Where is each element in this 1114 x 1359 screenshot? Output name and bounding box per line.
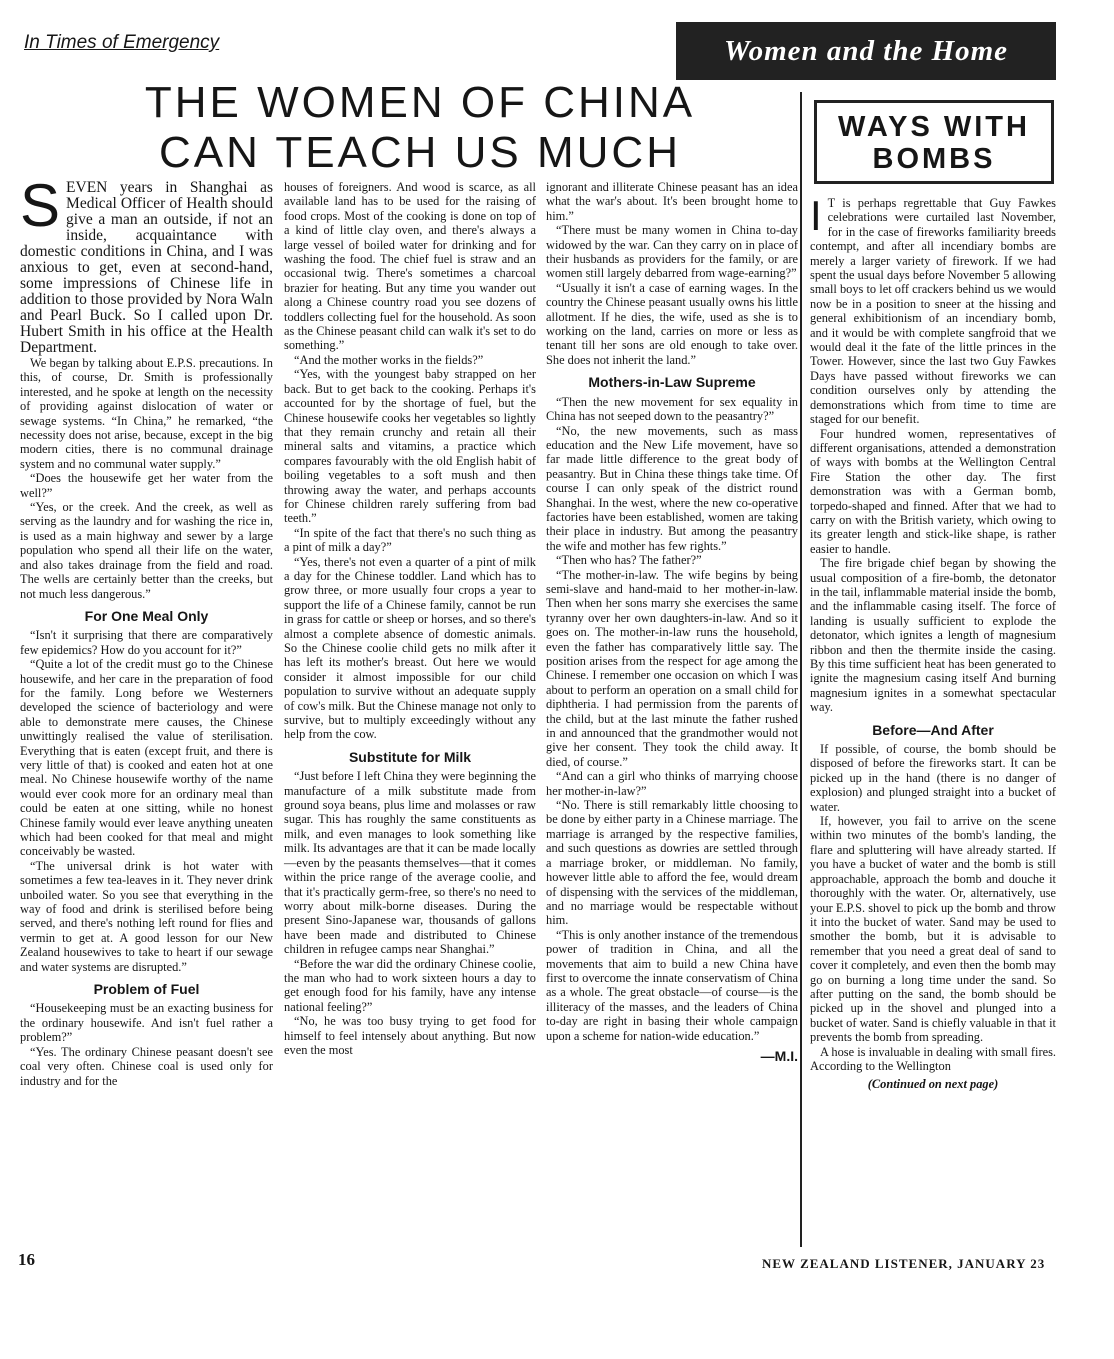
paragraph: “No, the new movements, such as mass education and the New Life movement, have so far made little difference to the great body of peasantry. But in China these things take time. Of course I can only speak of the district round Shanghai. In the west, where the new co-operative factories have been established, women are taking their place in industry. But among the peasantry the wife and mother has few rights.” <box>546 423 798 553</box>
paragraph: “Yes, with the youngest baby strapped on her back. But to get back to the cooking. Perhaps it's accounted for by the shortage of fuel, but the Chinese housewife cooks her vegetables so lightly that they remain crunchy and retain all their mineral salts and vitamins, a practice which compares favourably with the old English habit of boiling vegetables to a soft mush and then throwing away the water, and perhaps accounts for Chinese children rarely suffering from bad teeth.” <box>284 367 536 526</box>
page-number: 16 <box>18 1250 35 1269</box>
article-column-1 <box>20 172 273 1088</box>
article-title <box>80 78 760 178</box>
subheading-before-after: Before—And After <box>872 721 994 738</box>
section-banner: Women and the Home <box>676 22 1056 80</box>
paragraph: “The universal drink is hot water with sometimes a few tea-leaves in it. They never drink unboiled water. So you see that everything in the way of food and drink is sterilised before being served, and there's nothing left round for flies and vermin to get at. A good lesson for our New Zealand housewives to take to heart if our sewage and water systems are disrupted.” <box>20 858 273 974</box>
paragraph: The fire brigade chief began by showing the usual composition of a fire-bomb, the detonator in the tail, inflammable material inside the bomb, and the inflammable casing itself. The force of landing is usually sufficient to explode the detonator, which ignites a length of magnesium ribbon and then the thermite inside the casing. By this time sufficient heat has been generated to ignite the magnesium casing itself And burning magnesium ignites in a somewhat spectacular way. <box>810 556 1056 715</box>
paragraph: “Usually it isn't a case of earning wages. In the country the Chinese peasant usually owns his little allotment. If he dies, the wife, used as she is to working on the land, carries on more or less as tenant till her sons are old enough to take over. She does not inherit the land.” <box>546 280 798 367</box>
sidebar-drop-cap: I <box>810 192 822 239</box>
paragraph: “The mother-in-law. The wife begins by being semi-slave and hand-maid to her mother-in-law. Then when her sons marry she exercises the same tyranny over her own daughters-in-law. And so it goes on. The mother-in-law runs the household, even the father has comparatively little say. The position arises from the respect for age among the Chinese. I remember one occasion on which I was about to perform an operation on a small child for diphtheria. I had permission from the parents of the child, but at the last minute the father rushed in and announced that the grandmother would not give her consent. They took the child away. It died, of course.” <box>546 567 798 769</box>
paragraph: “And the mother works in the fields?” <box>294 352 484 367</box>
title-line-1: THE WOMEN OF CHINA <box>144 78 696 127</box>
subheading-mothers-in-law: Mothers-in-Law Supreme <box>588 374 756 391</box>
paragraph: houses of foreigners. And wood is scarce, as all available land has to be used for the raising of food crops. Most of the cooking is done on top of a kind of little clay oven, and there's always a large vessel of boiled water for drinking and for washing the food. The chief fuel is straw and an occasional twig. There's sometimes a charcoal brazier for heating. But any time you wander out along a Chinese country road you see dozens of toddlers collecting fuel for the household. As soon as the Chinese peasant child can walk it's set to do something.” <box>284 180 536 353</box>
paragraph: “Yes, there's not even a quarter of a pint of milk a day for the Chinese toddler. Land which has to grow three, or more usually four crops a year to support the life of a Chinese family, cannot be run in grass for cattle or sheep or horses, and so there's almost a complete absence of domestic animals. So the Chinese coolie child gets no milk after it has left its mother's breast. Out here we would consider it almost impossible for our child population to survive without an adequate supply of cow's milk. But the Chinese manage not only to survive, but to multiply exceedingly without any help from the cow. <box>284 554 536 742</box>
drop-cap: S <box>20 172 61 239</box>
title-line-2: CAN TEACH US MUCH <box>158 128 681 177</box>
paragraph: “Quite a lot of the credit must go to the Chinese housewife, and her care in the preparation of food for the family. Long before we Westerners developed the science of bacteriology and were able to demonstrate mere causes, the Chinese unwittingly realised the value of sterilisation. Everything that is eaten (except fruit, and there is very little of that) is cooked and eaten hot at one meal. No Chinese housewife worthy of the name would ever cook more for an ordinary meal than could be eaten at one sitting, while no honest Chinese family would ever leave anything uneaten which had been cooked for that meal and might conceivably be wasted. <box>20 657 273 859</box>
paragraph: “No, he was too busy trying to get food for himself to feel intensely about anything. But now even the most <box>284 1014 536 1057</box>
paragraph: “And can a girl who thinks of marrying choose her mother-in-law?” <box>546 769 798 798</box>
section-tag: In Times of Emergency <box>24 32 220 53</box>
paragraph: We began by talking about E.P.S. precautions. In this, of course, Dr. Smith is professionally interested, and he spoke at length on the necessity of providing against dislocation of water or sewage systems. “In China,” he remarked, “the necessity does not arise, because, except in the big modern cities, there is no communal drainage system and no communal water supply.” <box>20 356 273 471</box>
subheading-one-meal: For One Meal Only <box>84 607 209 624</box>
lead-text: EVEN years in Shanghai as Medical Officer of Health should give a man an outside, if not an inside, acquaintance with domestic conditions in China, and I was anxious to get, even at second-hand, some impressions of Chinese life in addition to those provided by Nora Waln and Pearl Buck. So I called upon Dr. Hubert Smith in his office at the Health Department. <box>20 179 273 356</box>
sidebar-column <box>810 192 1056 1092</box>
paragraph: A hose is invaluable in dealing with small fires. According to the Wellington <box>810 1044 1056 1073</box>
paragraph: “Just before I left China they were beginning the manufacture of a milk substitute made from ground soya beans, plus lime and molasses or raw sugar. This has roughly the same constituents as milk, and even manages to look something like milk. Its advantages are that it can be made locally—even by the peasants themselves—that it comes within the price range of the average coolie, and that it's practically germ-free, so there's no need to worry about milk-borne diseases. During the present Sino-Japanese war, thousands of gallons have been made and distributed to Chinese children in refugee camps near Shanghai.” <box>284 769 536 957</box>
paragraph: “Then the new movement for sex equality in China has not seeped down to the peasantry?” <box>546 394 798 424</box>
paragraph: Four hundred women, representatives of different organisations, attended a demonstration of ways with bombs at the Wellington Central Fire Station the other day. The first demonstration was with a German bomb, torpedo-shaped and finned. After that we had to carry on with the British variety, which owing to its greater length and stick-like shape, is rather easier to handle. <box>810 426 1056 556</box>
sidebar-lead-text: T is perhaps regrettable that Guy Fawkes celebrations were curtailed last November, for in the case of fireworks familiarity breeds contempt, and after all incendiary bombs are merely a larger variety of firework. If we had spent the usual days before November 5 allowing small boys to let off crackers behind us we would now be in a position to sneer at the hissing and general exhibitionism of an incendiary bomb, and it would be with complete sangfroid that we would deal it the fate of the little princes in the Tower. However, since the last two Guy Fawkes Days have passed without fireworks we can condition ourselves only by attending the demonstrations which from time to time are staged for our benefit. <box>810 196 1056 427</box>
sidebar-lead <box>810 192 1056 427</box>
paragraph: “This is only another instance of the tremendous power of tradition in China, and all the movements that aim to build a new China have first to overcome the innate conservatism of China as a whole. The great obstacle—of course—is the illiteracy of the masses, and the leaders of China to-day are right in basing their whole campaign upon a scheme for nation-wide education.” <box>546 927 798 1043</box>
author-signature: —M.I. <box>760 1047 798 1064</box>
lead-paragraph <box>20 172 273 356</box>
paragraph: “There must be many women in China to-day widowed by the war. Can they carry on in place of their husbands as providers for the family, or are women still largely debarred from wage-earning?” <box>546 223 798 281</box>
paragraph: If, however, you fail to arrive on the scene within two minutes of the bomb's landing, the flare and spluttering will have already started. If you have a bucket of water and the bomb is still approachable, approach the bomb and douche it thoroughly with the water. Or, alternatively, use your E.P.S. shovel to pick up the bomb and throw it into the bucket of water. Sand may be used to smother the bomb, but it is advisable to remember that you need a great deal of sand to cover it completely, and even then the bomb may go on burning a long time under the sand. So after putting on the sand, the bomb should be picked up in the shovel and plunged into a bucket of water. Sand is chiefly valuable in that it prevents the bomb from spreading. <box>810 814 1056 1045</box>
paragraph: “Before the war did the ordinary Chinese coolie, the man who had to work sixteen hours a day to get enough food for his family, have any intense national feeling?” <box>284 956 536 1014</box>
paragraph: “Housekeeping must be an exacting business for the ordinary housewife. And isn't fuel rather a problem?” <box>20 1001 273 1045</box>
sidebar-title-box: WAYS WITH BOMBS <box>814 100 1054 184</box>
paragraph: “Isn't it surprising that there are comparatively few epidemics? How do you account for it?” <box>20 628 273 657</box>
paragraph: “In spite of the fact that there's no such thing as a pint of milk a day?” <box>284 525 536 555</box>
paragraph: If possible, of course, the bomb should be disposed of before the fireworks start. It can be picked up in the hand (there is no danger of explosion) and plunged straight into a bucket of water. <box>810 742 1056 814</box>
column-divider <box>800 92 802 1247</box>
subheading-milk: Substitute for Milk <box>348 748 472 765</box>
continued-note[interactable]: (Continued on next page) <box>867 1077 999 1092</box>
paragraph: “Yes. The ordinary Chinese peasant doesn't see coal very often. Chinese coal is used only for industry and for the <box>20 1044 273 1088</box>
article-column-3 <box>546 180 798 1063</box>
subheading-fuel: Problem of Fuel <box>93 981 200 998</box>
paragraph: “Yes, or the creek. And the creek, as well as serving as the laundry and for washing the rice in, is used as a main highway and sewer by a large population who spend all their life on the water, and also takes drainage from the field and road. The wells are certainly better than the creeks, but not much less dangerous.” <box>20 500 273 601</box>
paragraph: ignorant and illiterate Chinese peasant has an idea what the war's about. It's been brought home to him.” <box>546 180 798 223</box>
article-column-2 <box>284 180 536 1057</box>
paragraph: “Does the housewife get her water from the well?” <box>20 471 273 500</box>
paragraph: “No. There is still remarkably little choosing to be done by either party in a Chinese marriage. The marriage is arranged by the respective families, and such questions as dowries are settled through a marriage broker, or middleman. No family, however little able to afford the fee, would dream of dispensing with the services of the middleman, and no marriage would be respectable without him. <box>546 798 798 928</box>
paragraph: “Then who has? The father?” <box>556 553 702 568</box>
publication-footer: NEW ZEALAND LISTENER, JANUARY 23 <box>762 1256 1046 1271</box>
